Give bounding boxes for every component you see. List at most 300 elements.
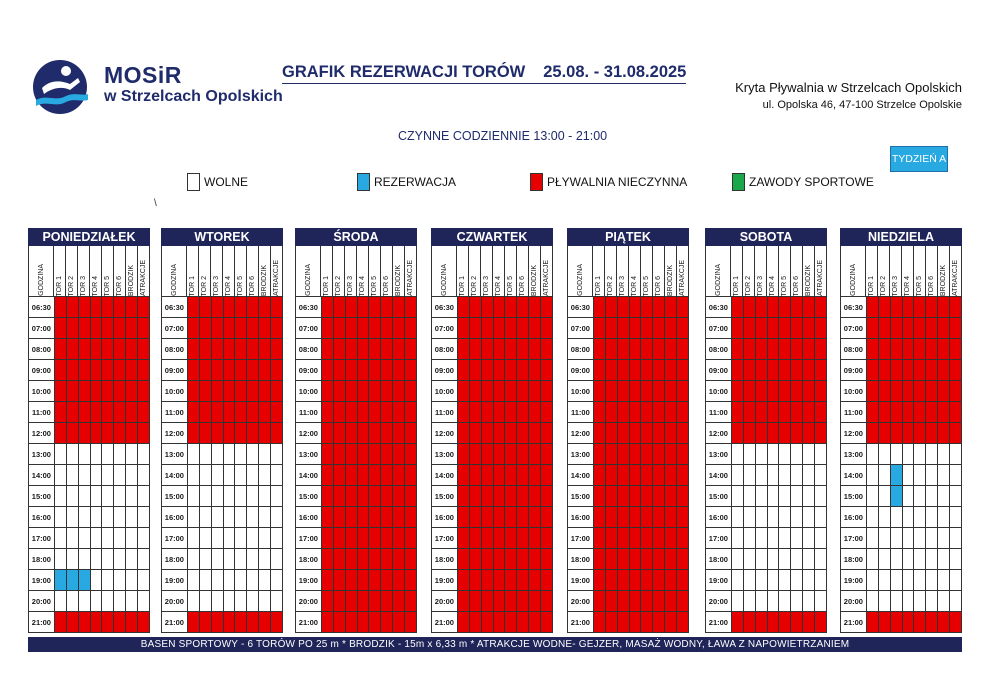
table-row [567, 549, 689, 570]
hour-cell: 17:00 [296, 528, 322, 548]
slot-cell [393, 591, 405, 611]
table-row [840, 528, 962, 549]
slot-cell [224, 339, 236, 359]
slot-cell [653, 486, 665, 506]
hour-cell: 07:00 [162, 318, 188, 338]
slot-cell [618, 507, 630, 527]
slot-cell [641, 528, 653, 548]
table-row [161, 549, 283, 570]
slot-cell [200, 402, 212, 422]
table-row [705, 612, 827, 633]
slot-cell [926, 549, 938, 569]
slot-cell [926, 528, 938, 548]
slot-cell [271, 318, 283, 338]
slot-cell [867, 318, 879, 338]
slot-cell [756, 528, 768, 548]
column-header-label: TOR 3 [757, 275, 764, 296]
slot-cell [950, 360, 962, 380]
slot-cell [950, 507, 962, 527]
slot-cell [458, 297, 470, 317]
slot-cell [791, 381, 803, 401]
slot-cell [405, 591, 417, 611]
slot-cell [618, 612, 630, 632]
slot-cell [114, 570, 126, 590]
slot-cell [903, 423, 915, 443]
slot-cell [756, 360, 768, 380]
hour-cell: 17:00 [432, 528, 458, 548]
slot-cell [815, 339, 827, 359]
column-header [223, 246, 235, 296]
hour-cell: 19:00 [432, 570, 458, 590]
slot-cell [271, 339, 283, 359]
title-dates: 25.08. - 31.08.2025 [543, 63, 687, 81]
column-header [481, 246, 493, 296]
slot-cell [212, 486, 224, 506]
table-row [567, 339, 689, 360]
hour-cell: 21:00 [706, 612, 732, 632]
table-row [567, 297, 689, 318]
slot-cell [630, 381, 642, 401]
slot-cell [517, 297, 529, 317]
slot-cell [779, 339, 791, 359]
slot-cell [867, 570, 879, 590]
table-row [840, 444, 962, 465]
slot-cell [188, 486, 200, 506]
slot-cell [618, 402, 630, 422]
stray-mark: \ [154, 198, 157, 209]
slot-cell [903, 381, 915, 401]
hour-cell: 17:00 [29, 528, 55, 548]
slot-cell [369, 570, 381, 590]
column-header [938, 246, 950, 296]
slot-cell [212, 549, 224, 569]
slot-cell [630, 360, 642, 380]
slot-cell [803, 318, 815, 338]
slot-cell [744, 339, 756, 359]
slot-cell [665, 297, 677, 317]
column-header [357, 246, 369, 296]
slot-cell [606, 381, 618, 401]
hour-cell: 09:00 [568, 360, 594, 380]
slot-cell [505, 423, 517, 443]
table-row [705, 318, 827, 339]
table-row [705, 528, 827, 549]
column-header [914, 246, 926, 296]
slot-cell [247, 612, 259, 632]
slot-cell [630, 465, 642, 485]
slot-cell [67, 591, 79, 611]
slot-cell [618, 549, 630, 569]
slot-cell [494, 528, 506, 548]
slot-cell [200, 465, 212, 485]
column-header-label: ATRAKCJE [817, 259, 824, 296]
slot-cell [114, 402, 126, 422]
slot-cell [55, 528, 67, 548]
column-header-label: TOR 2 [471, 275, 478, 296]
slot-cell [630, 591, 642, 611]
slot-cell [458, 612, 470, 632]
hour-cell: 15:00 [841, 486, 867, 506]
slot-cell [653, 570, 665, 590]
slot-cell [188, 570, 200, 590]
hour-cell: 08:00 [296, 339, 322, 359]
slot-cell [235, 486, 247, 506]
slot-cell [517, 612, 529, 632]
slot-cell [914, 297, 926, 317]
table-row [161, 486, 283, 507]
slot-cell [67, 612, 79, 632]
slot-cell [879, 360, 891, 380]
slot-cell [259, 465, 271, 485]
column-header-label: TOR 4 [631, 275, 638, 296]
slot-cell [91, 444, 103, 464]
slot-cell [653, 318, 665, 338]
slot-cell [102, 465, 114, 485]
column-header [114, 246, 126, 296]
slot-cell [529, 297, 541, 317]
slot-cell [346, 549, 358, 569]
table-row [28, 381, 150, 402]
slot-cell [950, 402, 962, 422]
column-header [187, 246, 199, 296]
slot-cell [322, 612, 334, 632]
slot-cell [926, 339, 938, 359]
table-row [431, 507, 553, 528]
slot-cell [505, 339, 517, 359]
slot-cell [494, 381, 506, 401]
slot-cell [630, 297, 642, 317]
slot-cell [891, 318, 903, 338]
slot-cell [606, 549, 618, 569]
slot-cell [358, 360, 370, 380]
column-header [890, 246, 902, 296]
hour-cell: 16:00 [162, 507, 188, 527]
column-header-label: TOR 1 [733, 275, 740, 296]
slot-cell [55, 612, 67, 632]
slot-cell [803, 465, 815, 485]
column-header-label: ATRAKCJE [140, 259, 147, 296]
slot-cell [79, 507, 91, 527]
slot-cell [665, 360, 677, 380]
slot-cell [405, 528, 417, 548]
slot-cell [779, 612, 791, 632]
slot-cell [102, 297, 114, 317]
hour-cell: 10:00 [29, 381, 55, 401]
table-row [840, 549, 962, 570]
hour-cell: 15:00 [29, 486, 55, 506]
slot-cell [200, 549, 212, 569]
slot-cell [458, 465, 470, 485]
slot-cell [938, 444, 950, 464]
slot-cell [914, 381, 926, 401]
slot-cell [641, 465, 653, 485]
slot-cell [732, 612, 744, 632]
slot-cell [768, 570, 780, 590]
slot-cell [779, 486, 791, 506]
hour-cell: 14:00 [162, 465, 188, 485]
slot-cell [950, 444, 962, 464]
slot-cell [494, 444, 506, 464]
slot-cell [114, 591, 126, 611]
slot-cell [334, 486, 346, 506]
slot-cell [950, 591, 962, 611]
slot-cell [606, 591, 618, 611]
table-row [295, 423, 417, 444]
slot-cell [334, 591, 346, 611]
slot-cell [114, 360, 126, 380]
slot-cell [138, 507, 150, 527]
table-row [840, 423, 962, 444]
legend-item-wolne [187, 173, 248, 191]
slot-cell [677, 423, 689, 443]
slot-cell [926, 444, 938, 464]
slot-cell [358, 528, 370, 548]
slot-cell [102, 612, 114, 632]
slot-cell [212, 591, 224, 611]
column-headers [28, 246, 150, 297]
slot-cell [903, 297, 915, 317]
slot-cell [653, 612, 665, 632]
day-header: WTOREK [161, 228, 283, 246]
slot-cell [482, 507, 494, 527]
slot-cell [405, 549, 417, 569]
table-row [705, 339, 827, 360]
table-row [28, 591, 150, 612]
slot-cell [926, 423, 938, 443]
slot-cell [470, 339, 482, 359]
table-row [295, 486, 417, 507]
slot-cell [393, 486, 405, 506]
slot-cell [779, 381, 791, 401]
slot-cell [393, 402, 405, 422]
slot-cell [630, 486, 642, 506]
slot-cell [630, 444, 642, 464]
column-header-label: TOR 4 [92, 275, 99, 296]
slot-cell [470, 423, 482, 443]
table-row [840, 402, 962, 423]
slot-cell [224, 612, 236, 632]
column-header-label: GODZINA [37, 264, 45, 296]
slot-cell [79, 612, 91, 632]
slot-cell [102, 549, 114, 569]
slot-cell [732, 360, 744, 380]
column-header-label: TOR 5 [916, 275, 923, 296]
hour-cell: 21:00 [568, 612, 594, 632]
slot-cell [815, 486, 827, 506]
slot-cell [259, 402, 271, 422]
slot-cell [138, 465, 150, 485]
day-column [840, 228, 962, 633]
column-header-label: TOR 6 [655, 275, 662, 296]
slot-cell [606, 486, 618, 506]
slot-cell [505, 507, 517, 527]
slot-cell [744, 465, 756, 485]
slot-cell [779, 423, 791, 443]
hour-cell: 18:00 [29, 549, 55, 569]
legend-item-nieczynna [530, 173, 687, 191]
slot-cell [247, 339, 259, 359]
slot-cell [618, 591, 630, 611]
slot-cell [618, 360, 630, 380]
slot-cell [79, 423, 91, 443]
slot-cell [334, 570, 346, 590]
slot-cell [653, 528, 665, 548]
table-row [295, 507, 417, 528]
slot-cell [55, 549, 67, 569]
slot-cell [470, 381, 482, 401]
slot-cell [200, 570, 212, 590]
slot-cell [867, 591, 879, 611]
column-header-label: TOR 5 [643, 275, 650, 296]
slot-cell [815, 423, 827, 443]
legend-item-zawody [732, 173, 874, 191]
day-header: SOBOTA [705, 228, 827, 246]
column-header-label: TOR 6 [928, 275, 935, 296]
slot-cell [126, 507, 138, 527]
slot-cell [791, 570, 803, 590]
table-row [28, 360, 150, 381]
slot-cell [322, 381, 334, 401]
slot-cell [247, 297, 259, 317]
hour-cell: 09:00 [841, 360, 867, 380]
slot-cell [744, 423, 756, 443]
slot-cell [188, 318, 200, 338]
slot-cell [926, 465, 938, 485]
slot-cell [665, 402, 677, 422]
table-row [161, 381, 283, 402]
table-row [295, 549, 417, 570]
column-header-label: GODZINA [440, 264, 448, 296]
slot-cell [188, 402, 200, 422]
slot-cell [322, 423, 334, 443]
slot-cell [926, 570, 938, 590]
column-header-label: TOR 4 [769, 275, 776, 296]
table-row [567, 528, 689, 549]
column-header-label: GODZINA [849, 264, 857, 296]
slot-cell [482, 381, 494, 401]
table-row [28, 612, 150, 633]
slot-cell [405, 570, 417, 590]
slot-cell [381, 570, 393, 590]
table-row [840, 360, 962, 381]
column-header-label: TOR 3 [213, 275, 220, 296]
column-header-label: ATRAKCJE [273, 259, 280, 296]
slot-cell [677, 465, 689, 485]
slot-cell [803, 549, 815, 569]
slot-cell [235, 297, 247, 317]
slot-cell [529, 339, 541, 359]
slot-cell [950, 381, 962, 401]
slot-cell [732, 381, 744, 401]
table-row [161, 465, 283, 486]
slot-cell [322, 402, 334, 422]
slot-cell [200, 486, 212, 506]
slot-cell [381, 318, 393, 338]
table-row [28, 486, 150, 507]
table-row [295, 339, 417, 360]
slot-cell [891, 423, 903, 443]
hour-cell: 14:00 [568, 465, 594, 485]
hour-cell: 13:00 [29, 444, 55, 464]
slot-cell [903, 465, 915, 485]
slot-cell [529, 360, 541, 380]
slot-cell [653, 549, 665, 569]
column-header [235, 246, 247, 296]
slot-cell [212, 402, 224, 422]
slot-cell [791, 486, 803, 506]
slot-cell [938, 339, 950, 359]
slot-cell [541, 549, 553, 569]
table-row [28, 402, 150, 423]
column-header-label: BRODZIK [128, 264, 135, 296]
slot-cell [271, 297, 283, 317]
hour-cell: 19:00 [841, 570, 867, 590]
slot-cell [517, 339, 529, 359]
slot-cell [618, 528, 630, 548]
slot-cell [102, 570, 114, 590]
hour-cell: 16:00 [432, 507, 458, 527]
slot-cell [815, 318, 827, 338]
hour-cell: 07:00 [568, 318, 594, 338]
slot-cell [482, 339, 494, 359]
slot-cell [768, 591, 780, 611]
slot-cell [594, 507, 606, 527]
slot-cell [529, 591, 541, 611]
column-header [102, 246, 114, 296]
slot-cell [594, 423, 606, 443]
slot-cell [768, 486, 780, 506]
hour-cell: 19:00 [706, 570, 732, 590]
slot-cell [224, 318, 236, 338]
table-row [431, 549, 553, 570]
slot-cell [517, 402, 529, 422]
slot-cell [381, 612, 393, 632]
venue-address: ul. Opolska 46, 47-100 Strzelce Opolskie [762, 99, 962, 111]
column-header-label: TOR 5 [237, 275, 244, 296]
slot-cell [212, 381, 224, 401]
table-row [28, 297, 150, 318]
hour-cell: 20:00 [432, 591, 458, 611]
table-row [840, 381, 962, 402]
slot-cell [482, 297, 494, 317]
hour-cell: 17:00 [568, 528, 594, 548]
slot-cell [102, 591, 114, 611]
slot-cell [529, 423, 541, 443]
slot-cell [126, 402, 138, 422]
slot-cell [470, 570, 482, 590]
slot-cell [334, 339, 346, 359]
column-header-label: TOR 1 [459, 275, 466, 296]
slot-cell [67, 381, 79, 401]
slot-cell [653, 423, 665, 443]
slot-cell [768, 528, 780, 548]
hour-cell: 15:00 [432, 486, 458, 506]
slot-cell [950, 570, 962, 590]
slot-cell [779, 297, 791, 317]
slot-cell [114, 423, 126, 443]
slot-cell [665, 591, 677, 611]
slot-cell [529, 486, 541, 506]
day-column [28, 228, 150, 633]
slot-cell [517, 528, 529, 548]
slot-cell [494, 402, 506, 422]
slot-cell [756, 570, 768, 590]
slot-cell [756, 549, 768, 569]
hour-cell: 13:00 [296, 444, 322, 464]
slot-cell [322, 360, 334, 380]
slot-cell [641, 507, 653, 527]
slot-cell [768, 549, 780, 569]
